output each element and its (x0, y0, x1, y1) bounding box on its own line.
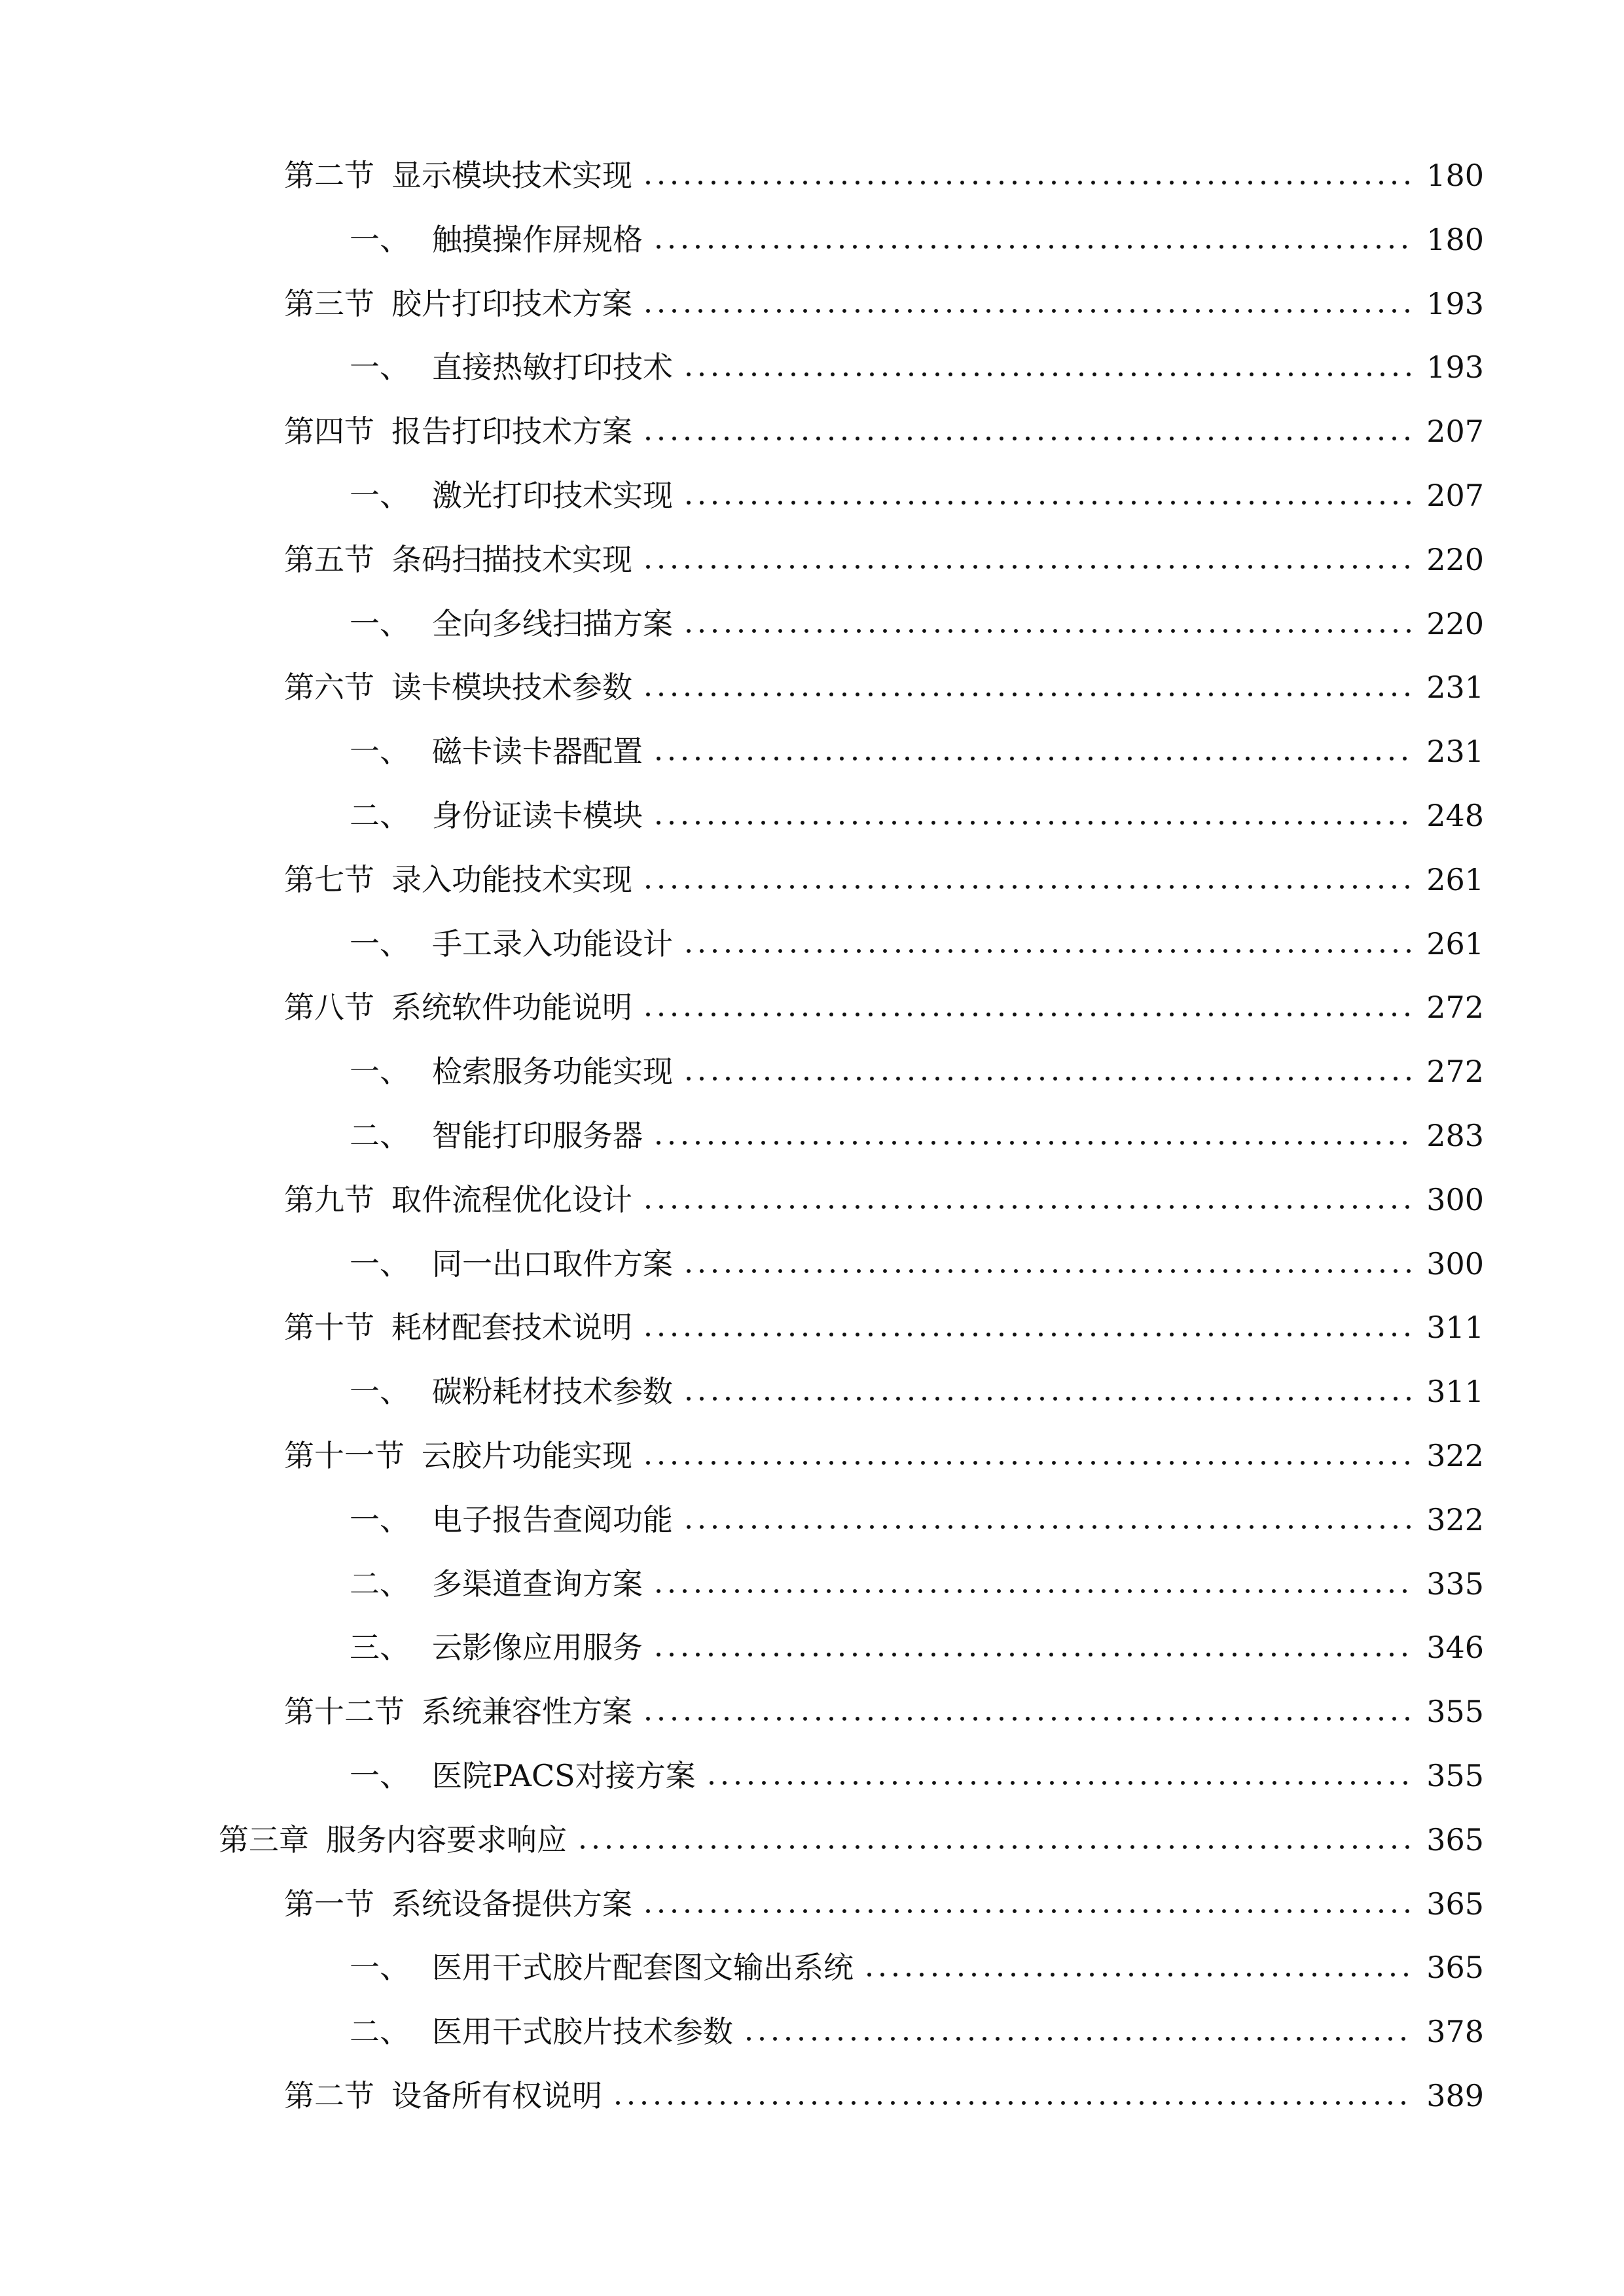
toc-entry-page-number: 272 (1426, 1054, 1484, 1089)
toc-entry-page-number: 311 (1426, 1310, 1484, 1345)
toc-entry-number: 第八节 (284, 990, 374, 1025)
toc-entry-page-number: 231 (1426, 670, 1484, 705)
dot-leader (682, 1525, 1413, 1529)
dot-leader (576, 1845, 1413, 1849)
toc-entry-title: 医院PACS对接方案 (432, 1758, 696, 1793)
dot-leader (652, 1589, 1413, 1593)
toc-entry-number: 第一节 (284, 1886, 374, 1922)
toc-entry-number: 一、 (350, 1950, 410, 1985)
dot-leader (641, 309, 1413, 313)
toc-entry-page-number: 322 (1426, 1438, 1484, 1473)
toc-entry-title: 耗材配套技术说明 (391, 1310, 632, 1345)
dot-leader (742, 2037, 1413, 2041)
dot-leader (641, 1717, 1413, 1721)
toc-entry[interactable] (0, 661, 1624, 713)
toc-entry[interactable] (0, 1685, 1624, 1738)
toc-entry-page-number: 180 (1426, 222, 1484, 257)
toc-entry[interactable] (0, 278, 1624, 330)
toc-entry-number: 第十节 (284, 1310, 374, 1345)
toc-entry-title: 录入功能技术实现 (391, 862, 632, 897)
toc-entry-title: 磁卡读卡器配置 (432, 734, 643, 769)
toc-entry[interactable] (0, 1941, 1624, 1994)
toc-entry-page-number: 300 (1426, 1182, 1484, 1217)
toc-entry[interactable] (0, 1814, 1624, 1866)
toc-entry-title: 触摸操作屏规格 (432, 222, 643, 257)
toc-entry[interactable] (0, 1365, 1624, 1418)
toc-entry-title: 报告打印技术方案 (391, 414, 632, 449)
dot-leader (611, 2101, 1413, 2105)
dot-leader (641, 885, 1413, 889)
toc-entry-number: 一、 (350, 606, 410, 641)
toc-entry-title: 碳粉耗材技术参数 (432, 1374, 673, 1409)
toc-entry-title: 系统软件功能说明 (391, 990, 632, 1025)
toc-entry-number: 第十二节 (284, 1694, 405, 1729)
dot-leader (641, 1333, 1413, 1336)
toc-entry-page-number: 346 (1426, 1630, 1484, 1665)
toc-entry-page-number: 193 (1426, 286, 1484, 321)
toc-entry-number: 二、 (350, 2014, 410, 2049)
toc-entry[interactable] (0, 1878, 1624, 1930)
toc-entry[interactable] (0, 469, 1624, 522)
dot-leader (641, 437, 1413, 440)
toc-entry-page-number: 261 (1426, 862, 1484, 897)
toc-entry[interactable] (0, 341, 1624, 393)
toc-entry-number: 一、 (350, 1758, 410, 1793)
dot-leader (652, 821, 1413, 825)
toc-entry-page-number: 207 (1426, 478, 1484, 513)
toc-entry-title: 检索服务功能实现 (432, 1054, 673, 1089)
toc-entry[interactable] (0, 1494, 1624, 1546)
toc-entry-page-number: 261 (1426, 926, 1484, 961)
toc-entry-page-number: 311 (1426, 1374, 1484, 1409)
toc-entry-title: 胶片打印技术方案 (391, 286, 632, 321)
toc-entry-title: 激光打印技术实现 (432, 478, 673, 513)
toc-entry-number: 一、 (350, 222, 410, 257)
toc-entry-title: 设备所有权说明 (391, 2078, 602, 2113)
toc-entry[interactable] (0, 918, 1624, 970)
dot-leader (682, 1397, 1413, 1401)
toc-entry[interactable] (0, 598, 1624, 650)
toc-entry-number: 一、 (350, 478, 410, 513)
toc-entry-number: 第七节 (284, 862, 374, 897)
toc-entry-title: 系统兼容性方案 (422, 1694, 632, 1729)
toc-entry-page-number: 300 (1426, 1246, 1484, 1282)
dot-leader (863, 1973, 1413, 1977)
toc-entry-title: 同一出口取件方案 (432, 1246, 673, 1282)
dot-leader (641, 692, 1413, 696)
toc-entry-page-number: 272 (1426, 990, 1484, 1025)
toc-entry[interactable] (0, 1429, 1624, 1482)
toc-entry-title: 多渠道查询方案 (432, 1566, 643, 1602)
toc-entry-page-number: 365 (1426, 1822, 1484, 1857)
dot-leader (652, 1653, 1413, 1657)
dot-leader (682, 949, 1413, 953)
toc-entry-title: 取件流程优化设计 (391, 1182, 632, 1217)
toc-entry-page-number: 365 (1426, 1950, 1484, 1985)
toc-entry[interactable] (0, 1749, 1624, 1802)
toc-entry-page-number: 180 (1426, 158, 1484, 193)
toc-entry-number: 第三节 (284, 286, 374, 321)
toc-entry-number: 第十一节 (284, 1438, 405, 1473)
toc-entry-page-number: 283 (1426, 1118, 1484, 1153)
toc-entry-title: 电子报告查阅功能 (432, 1502, 673, 1537)
dot-leader (641, 1461, 1413, 1465)
toc-entry-number: 一、 (350, 1502, 410, 1537)
toc-entry-number: 第四节 (284, 414, 374, 449)
dot-leader (641, 1205, 1413, 1209)
toc-entry-page-number: 389 (1426, 2078, 1484, 2113)
toc-entry-number: 一、 (350, 350, 410, 385)
toc-entry-page-number: 335 (1426, 1566, 1484, 1602)
toc-entry-page-number: 248 (1426, 798, 1484, 833)
dot-leader (682, 372, 1413, 376)
toc-entry[interactable] (0, 213, 1624, 266)
toc-entry[interactable] (0, 1621, 1624, 1674)
toc-entry-number: 二、 (350, 1118, 410, 1153)
toc-entry-title: 系统设备提供方案 (391, 1886, 632, 1922)
toc-entry-number: 第六节 (284, 670, 374, 705)
toc-entry-title: 读卡模块技术参数 (391, 670, 632, 705)
toc-entry[interactable] (0, 1109, 1624, 1162)
dot-leader (641, 565, 1413, 569)
toc-entry[interactable] (0, 149, 1624, 202)
dot-leader (682, 1269, 1413, 1273)
dot-leader (652, 1141, 1413, 1145)
toc-entry[interactable] (0, 1045, 1624, 1098)
toc-entry[interactable] (0, 2070, 1624, 2122)
toc-entry-number: 第二节 (284, 158, 374, 193)
toc-entry-title: 直接热敏打印技术 (432, 350, 673, 385)
toc-entry-number: 第二节 (284, 2078, 374, 2113)
toc-entry-title: 条码扫描技术实现 (391, 542, 632, 577)
toc-entry-page-number: 220 (1426, 542, 1484, 577)
toc-entry[interactable] (0, 725, 1624, 778)
dot-leader (652, 245, 1413, 249)
toc-entry-page-number: 220 (1426, 606, 1484, 641)
toc-entry-number: 二、 (350, 798, 410, 833)
toc-entry-title: 云胶片功能实现 (422, 1438, 632, 1473)
toc-entry[interactable] (0, 533, 1624, 586)
dot-leader (705, 1781, 1414, 1785)
dot-leader (652, 757, 1413, 761)
toc-entry-title: 医用干式胶片技术参数 (432, 2014, 733, 2049)
dot-leader (682, 1077, 1413, 1081)
toc-entry[interactable] (0, 1238, 1624, 1290)
toc-entry[interactable] (0, 1301, 1624, 1354)
toc-entry-title: 手工录入功能设计 (432, 926, 673, 961)
toc-entry-title: 智能打印服务器 (432, 1118, 643, 1153)
toc-entry-page-number: 355 (1426, 1758, 1484, 1793)
toc-entry-number: 一、 (350, 926, 410, 961)
toc-entry-page-number: 365 (1426, 1886, 1484, 1922)
toc-entry[interactable] (0, 789, 1624, 842)
toc-entry-page-number: 207 (1426, 414, 1484, 449)
toc-entry-page-number: 231 (1426, 734, 1484, 769)
toc-entry-number: 第三章 (219, 1822, 309, 1857)
toc-entry-title: 云影像应用服务 (432, 1630, 643, 1665)
toc-entry-title: 医用干式胶片配套图文输出系统 (432, 1950, 854, 1985)
dot-leader (682, 629, 1413, 633)
toc-entry-number: 第九节 (284, 1182, 374, 1217)
toc-entry-number: 二、 (350, 1566, 410, 1602)
toc-entry-number: 一、 (350, 1054, 410, 1089)
toc-entry-number: 一、 (350, 734, 410, 769)
dot-leader (641, 1013, 1413, 1016)
toc-entry-number: 一、 (350, 1374, 410, 1409)
toc-entry-page-number: 355 (1426, 1694, 1484, 1729)
dot-leader (641, 181, 1413, 185)
toc-entry-title: 显示模块技术实现 (391, 158, 632, 193)
toc-entry-title: 身份证读卡模块 (432, 798, 643, 833)
toc-entry-title: 全向多线扫描方案 (432, 606, 673, 641)
toc-entry-page-number: 378 (1426, 2014, 1484, 2049)
toc-entry-number: 一、 (350, 1246, 410, 1282)
toc-entry-title: 服务内容要求响应 (326, 1822, 567, 1857)
toc-entry-page-number: 322 (1426, 1502, 1484, 1537)
toc-entry[interactable] (0, 1558, 1624, 1610)
toc-entry[interactable] (0, 2005, 1624, 2058)
toc-entry-number: 三、 (350, 1630, 410, 1665)
toc-entry[interactable] (0, 405, 1624, 457)
dot-leader (641, 1909, 1413, 1913)
toc-entry[interactable] (0, 853, 1624, 906)
toc-entry[interactable] (0, 1174, 1624, 1226)
dot-leader (682, 501, 1413, 505)
toc-entry[interactable] (0, 981, 1624, 1033)
toc-entry-page-number: 193 (1426, 350, 1484, 385)
toc-entry-number: 第五节 (284, 542, 374, 577)
